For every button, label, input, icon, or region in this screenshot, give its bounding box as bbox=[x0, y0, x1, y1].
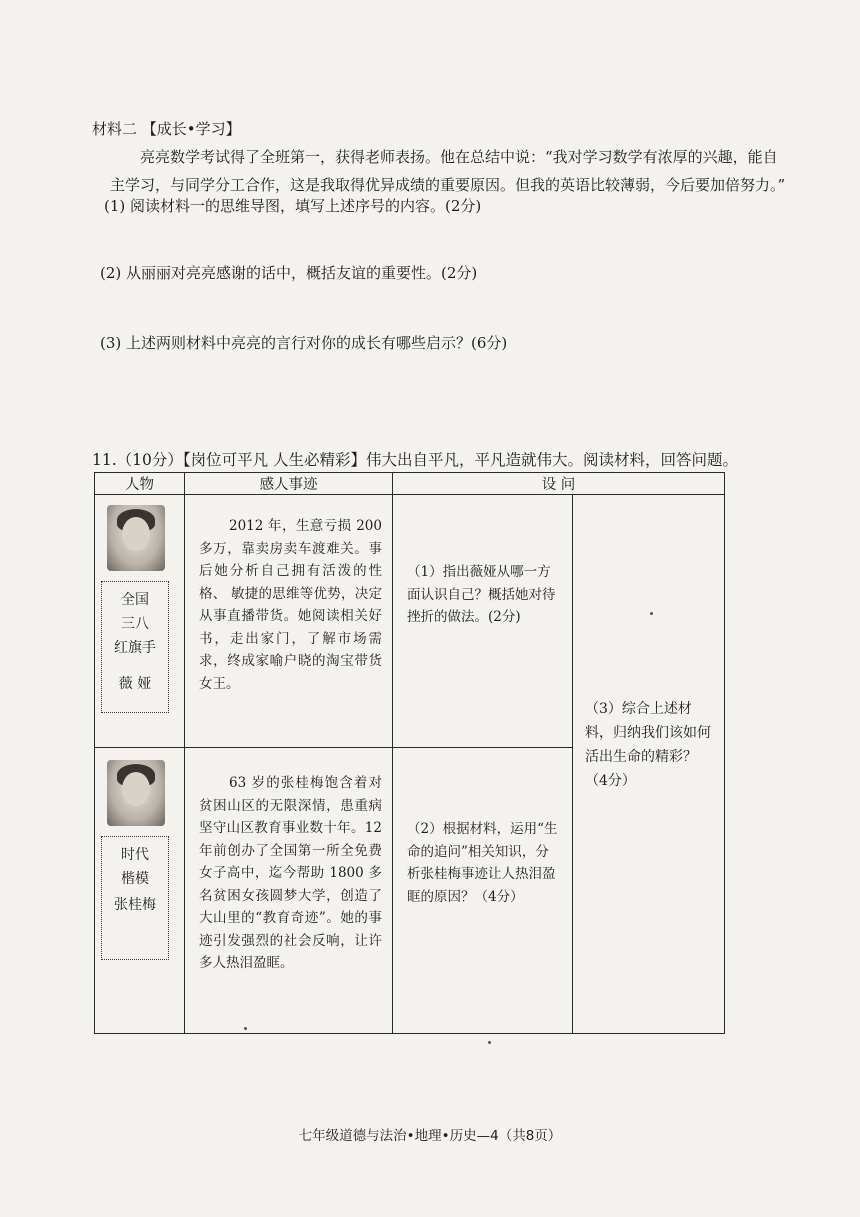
header-person: 人物 bbox=[95, 473, 185, 495]
badge-line: 红旗手 bbox=[114, 640, 156, 656]
badge-line: 三八 bbox=[121, 616, 149, 632]
material2-title: 材料二 【成长•学习】 bbox=[92, 120, 241, 138]
question-11-intro: 11.（10分）【岗位可平凡 人生必精彩】伟大出自平凡，平凡造就伟大。阅读材料，回答问题。 bbox=[92, 451, 739, 469]
badge-line: 时代 bbox=[121, 847, 149, 863]
person-name: 张桂梅 bbox=[114, 897, 156, 913]
question-1: (1) 阅读材料一的思维导图，填写上述序号的内容。(2分) bbox=[104, 197, 482, 215]
portrait-photo-zhangguimei bbox=[107, 760, 165, 826]
badge-line: 楷模 bbox=[121, 871, 149, 887]
person-cell-weiya bbox=[95, 495, 185, 748]
portrait-photo-weiya bbox=[107, 505, 165, 571]
question-11-1: （1）指出薇娅从哪一方面认识自己？概括她对待挫折的做法。(2分) bbox=[407, 564, 556, 625]
material2-line1: 亮亮数学考试得了全班第一，获得老师表扬。他在总结中说：“我对学习数学有浓厚的兴趣，能自 bbox=[140, 148, 778, 166]
header-deeds: 感人事迹 bbox=[185, 473, 393, 495]
question-cell-3 bbox=[573, 495, 725, 1034]
question-cell-1 bbox=[393, 495, 573, 748]
question-3: (3) 上述两则材料中亮亮的言行对你的成长有哪些启示？(6分) bbox=[100, 334, 508, 352]
question-11-2: （2）根据材料，运用“生命的追问”相关知识，分析张桂梅事迹让人热泪盈眶的原因？（4分） bbox=[407, 821, 558, 905]
scan-speck bbox=[488, 1041, 491, 1044]
question-11-table bbox=[94, 472, 725, 1034]
badge-line: 全国 bbox=[121, 592, 149, 608]
person-name: 薇 娅 bbox=[118, 676, 152, 692]
deeds-cell-weiya bbox=[185, 495, 393, 748]
question-cell-2 bbox=[393, 748, 573, 1034]
deeds-cell-zhangguimei bbox=[185, 748, 393, 1034]
person-cell-zhangguimei bbox=[95, 748, 185, 1034]
honor-badge-weiya bbox=[101, 581, 169, 713]
scan-speck bbox=[650, 612, 653, 615]
header-ask: 设 问 bbox=[393, 473, 725, 495]
question-2: (2) 从丽丽对亮亮感谢的话中，概括友谊的重要性。(2分) bbox=[100, 264, 478, 282]
question-11-3: （3）综合上述材料，归纳我们该如何活出生命的精彩？（4分） bbox=[585, 701, 711, 789]
material2-line2: 主学习，与同学分工合作，这是我取得优异成绩的重要原因。但我的英语比较薄弱，今后要加倍努力。” bbox=[110, 176, 786, 194]
deeds-text: 63 岁的张桂梅饱含着对贫困山区的无限深情，患重病坚守山区教育事业数十年。12年前创办了全国第一所全免费女子高中，迄今帮助 1800 多名贫困女孩圆梦大学，创造了大山里的“教育奇迹”。她的事迹引发强烈的社会反响，让许多人热泪盈眶。 bbox=[199, 775, 382, 971]
honor-badge-zhangguimei bbox=[101, 836, 169, 960]
scan-speck bbox=[244, 1027, 247, 1030]
page-footer: 七年级道德与法治•地理•历史—4（共8页） bbox=[298, 1128, 562, 1144]
deeds-text: 2012 年，生意亏损 200 多万，靠卖房卖车渡难关。事后她分析自己拥有活泼的性格、 敏捷的思维等优势，决定从事直播带货。她阅读相关好书，走出家门，了解市场需求，终成家喻户晓的淘宝带货女王。 bbox=[199, 518, 382, 692]
